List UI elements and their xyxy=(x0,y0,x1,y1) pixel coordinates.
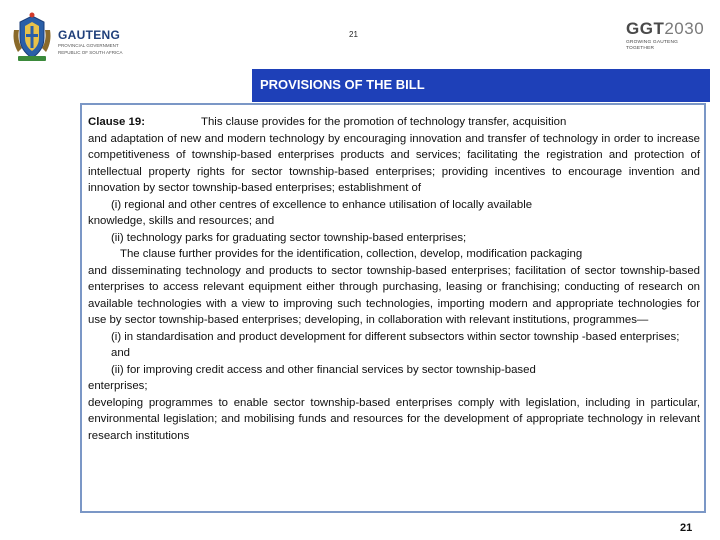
list-item-1-continued: knowledge, skills and resources; and xyxy=(88,215,275,227)
ggt2030-tagline: GROWING GAUTENG TOGETHER xyxy=(626,40,679,51)
list-item-3: (i) in standardisation and product development for different subsectors within sector township -based enterprises; and xyxy=(111,330,680,359)
ggt2030-logo xyxy=(626,19,705,56)
page-title: PROVISIONS OF THE BILL xyxy=(260,77,425,92)
ggt2030-wordmark xyxy=(626,19,705,38)
clause-intro: This clause provides for the promotion of technology transfer, acquisition xyxy=(201,116,567,128)
paragraph-2-first-line: The clause further provides for the identification, collection, develop, modification packaging xyxy=(120,248,583,260)
ggt-letters: GGT xyxy=(626,19,665,38)
paragraph-3: developing programmes to enable sector township-based enterprises comply with legislation, including in particular, environmental legislation; and mobilising funds and resources for the development of appropriate technology in relevant research institutions xyxy=(88,396,700,442)
list-item-1: (i) regional and other centres of excellence to enhance utilisation of locally available xyxy=(111,198,533,211)
title-bar xyxy=(252,69,710,102)
coat-of-arms-icon xyxy=(10,12,54,64)
ggt-year: 2030 xyxy=(664,19,705,38)
clause-content xyxy=(88,114,700,444)
clause-label: Clause 19: xyxy=(88,116,145,128)
list-item-4: (ii) for improving credit access and other financial services by sector township-based xyxy=(111,363,536,376)
clause-intro-line xyxy=(88,114,700,131)
page-number-bottom: 21 xyxy=(680,522,693,534)
gauteng-subtitle-line2: REPUBLIC OF SOUTH AFRICA xyxy=(58,50,123,55)
gauteng-wordmark: GAUTENG xyxy=(58,28,121,42)
list-item-2: (ii) technology parks for graduating sector township-based enterprises; xyxy=(111,231,467,244)
page-number-top: 21 xyxy=(349,30,358,39)
paragraph-2: and disseminating technology and products to sector township-based enterprises; facilitation of sector township-based enterprises to access relevant equipment either through purchasing, leasing or franchising; conducting of research on available technologies with a view to improving such technologies, importing modern and appropriate technologies for use by sector township-based enterprises; developing, in collaboration with relevant institutions, programmes— xyxy=(88,264,700,326)
list-item-4-continued: enterprises; xyxy=(88,380,148,392)
gauteng-subtitle-line1: PROVINCIAL GOVERNMENT xyxy=(58,43,119,48)
gauteng-logo xyxy=(10,12,125,64)
paragraph-1: and adaptation of new and modern technology by encouraging innovation and transfer of technology in order to increase competitiveness of township-based enterprises products and services; facilitating the registration and protection of intellectual property rights for sector township-based enterprises; providing incentives to encourage invention and innovation by sector township-based enterprises; establishment of xyxy=(88,132,700,194)
